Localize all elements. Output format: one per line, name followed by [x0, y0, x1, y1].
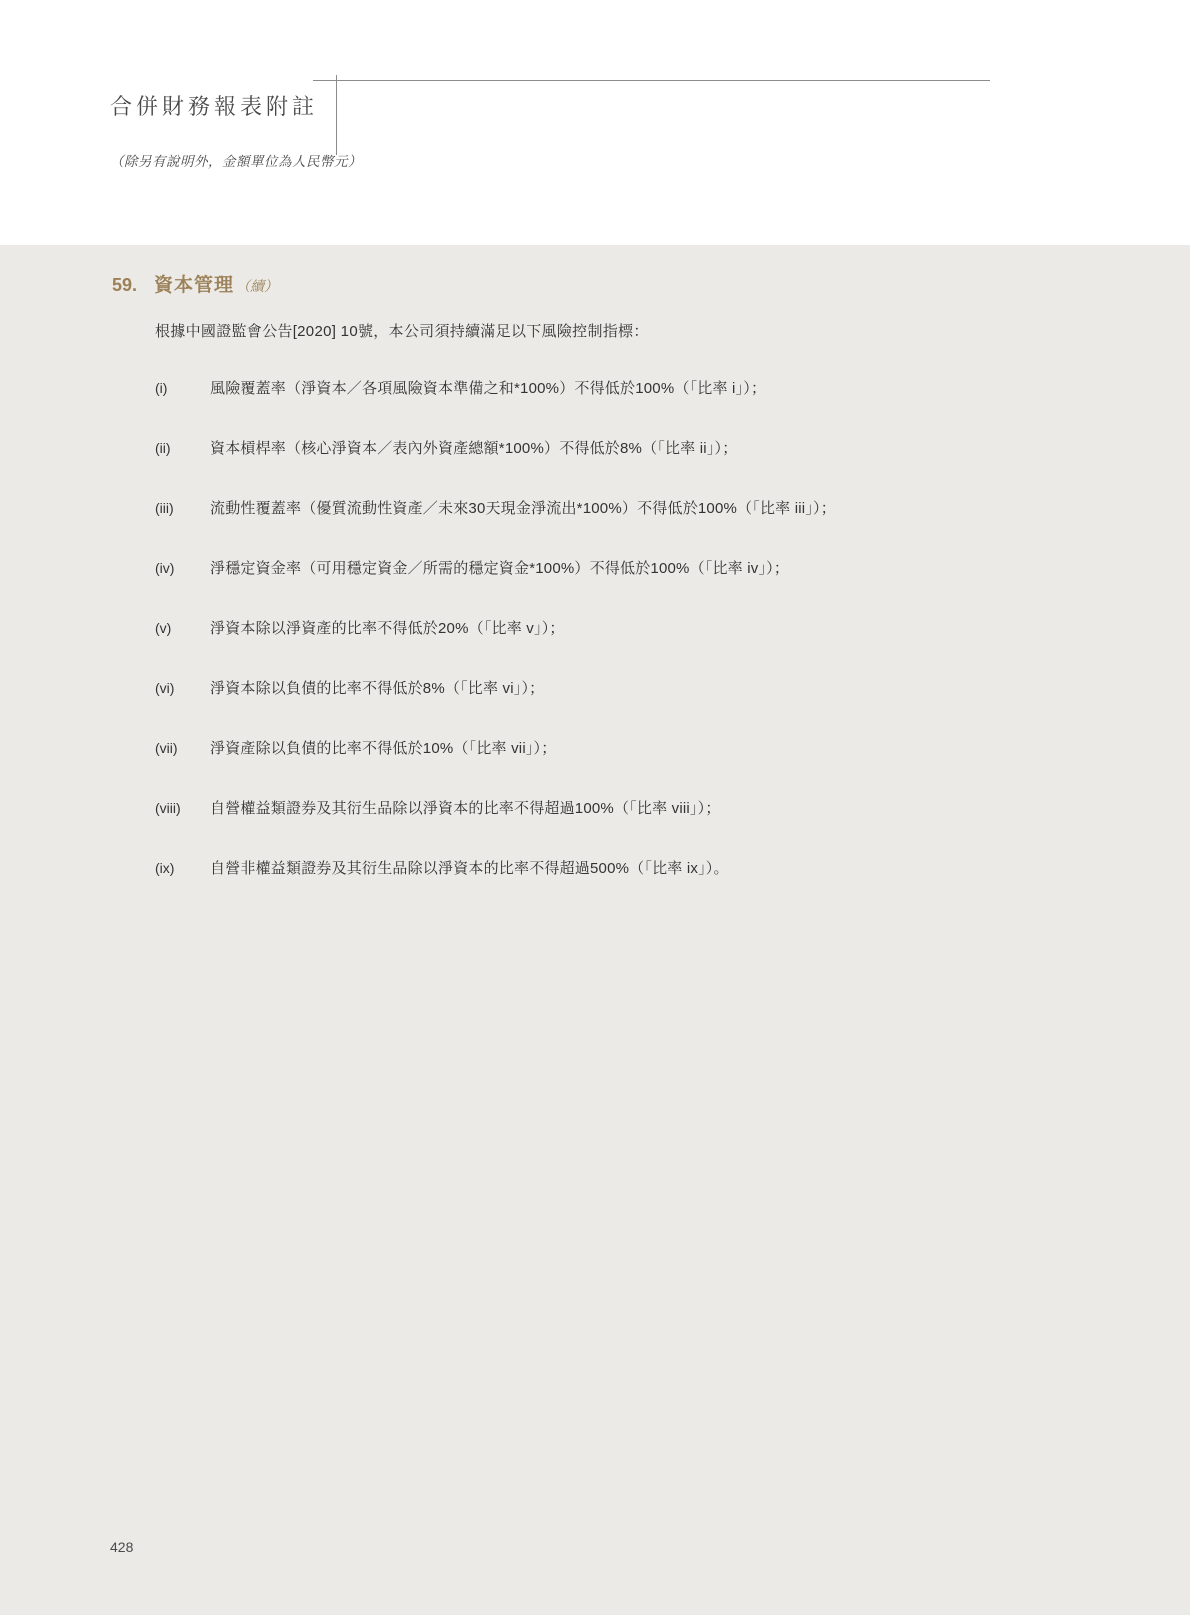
- list-item-marker: (vii): [155, 740, 178, 756]
- list-item-marker: (i): [155, 380, 168, 396]
- list-item-marker: (viii): [155, 800, 181, 816]
- list-item: [155, 378, 1055, 401]
- page-header: [0, 0, 1190, 245]
- note-number: 59.: [112, 275, 138, 295]
- note-heading: [112, 270, 278, 297]
- list-item-text: 淨穩定資金率（可用穩定資金／所需的穩定資金*100%）不得低於100%（「比率 iv」）；: [210, 560, 790, 577]
- list-item: [155, 738, 1055, 761]
- list-item-marker: (iv): [155, 560, 175, 576]
- risk-control-indicator-list: [155, 378, 1055, 918]
- page-number: 428: [110, 1539, 134, 1555]
- list-item-marker: (vi): [155, 680, 175, 696]
- list-item-text: 資本槓桿率（核心淨資本／表內外資產總額*100%）不得低於8%（「比率 ii」）；: [210, 440, 738, 457]
- list-item-text: 風險覆蓋率（淨資本／各項風險資本準備之和*100%）不得低於100%（「比率 i」）；: [210, 380, 767, 397]
- list-item-marker: (ii): [155, 440, 171, 456]
- note-continued-label: （續）: [236, 280, 279, 295]
- list-item-marker: (v): [155, 620, 172, 636]
- list-item-marker: (ix): [155, 860, 175, 876]
- note-intro-paragraph: 根據中國證監會公告[2020] 10號，本公司須持續滿足以下風險控制指標：: [155, 323, 649, 340]
- list-item-text: 流動性覆蓋率（優質流動性資產／未來30天現金淨流出*100%）不得低於100%（「比率 iii」）；: [210, 500, 836, 517]
- list-item-marker: (iii): [155, 500, 174, 516]
- document-section-title: 合併財務報表附註: [110, 94, 319, 119]
- list-item-text: 自營非權益類證券及其衍生品除以淨資本的比率不得超過500%（「比率 ix」）。: [210, 860, 729, 877]
- list-item: [155, 858, 1055, 881]
- list-item-text: 淨資本除以淨資產的比率不得低於20%（「比率 v」）；: [210, 620, 565, 637]
- header-subtitle: （除另有說明外，金額單位為人民幣元）: [110, 154, 362, 169]
- list-item-text: 淨資產除以負債的比率不得低於10%（「比率 vii」）；: [210, 740, 557, 757]
- list-item: [155, 438, 1055, 461]
- note-title: 資本管理: [154, 275, 235, 296]
- list-item: [155, 798, 1055, 821]
- list-item: [155, 618, 1055, 641]
- header-vertical-divider: [336, 75, 337, 155]
- list-item-text: 自營權益類證券及其衍生品除以淨資本的比率不得超過100%（「比率 viii」）；: [210, 800, 721, 817]
- page-body: [0, 245, 1190, 1615]
- header-horizontal-divider: [313, 80, 990, 81]
- list-item: [155, 678, 1055, 701]
- list-item-text: 淨資本除以負債的比率不得低於8%（「比率 vi」）；: [210, 680, 545, 697]
- list-item: [155, 498, 1055, 521]
- list-item: [155, 558, 1055, 581]
- header-title-block: [110, 75, 1090, 155]
